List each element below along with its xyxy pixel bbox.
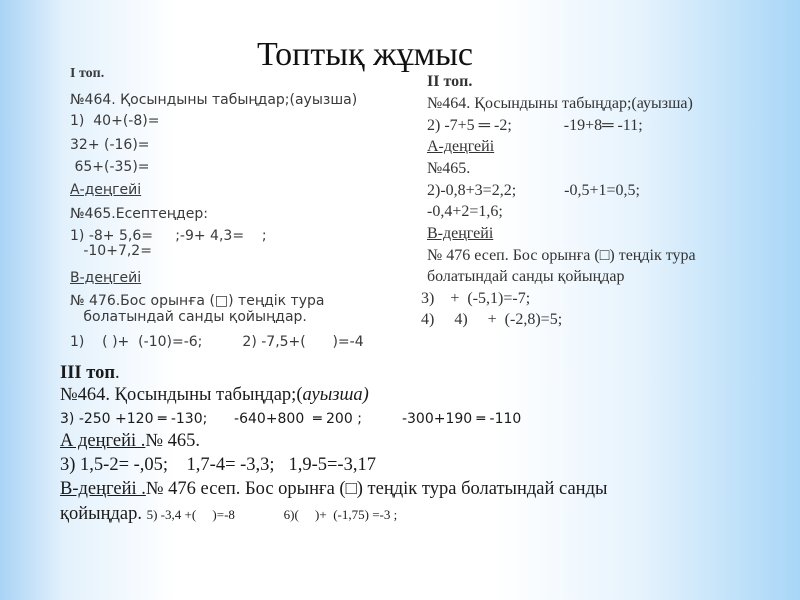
line: №465.Есептеңдер: [70, 206, 208, 222]
line: -0,4+2=1,6; [427, 203, 503, 220]
level-b-heading: В-деңгейі [70, 270, 142, 286]
line: болатындай санды қойыңдар. [70, 309, 307, 325]
task-476: № 476 есеп. Бос орынға (□) теңдік тура болатындай санды [145, 479, 608, 499]
slide-title: Топтық жұмыс [256, 36, 474, 73]
level-a-heading: А деңгейі . [60, 431, 146, 451]
group-2-heading: II топ. [427, 73, 473, 90]
task-465: № 465. [145, 431, 201, 451]
line: болатындай санды қойыңдар [427, 268, 625, 285]
line: №465. [427, 160, 471, 177]
line: 65+(-35)= [70, 159, 150, 175]
exercises: 5) -3,4 +( )=-8 6)( )+ (-1,75) =-3 ; [146, 507, 398, 522]
line: 2) -7+5 ═ -2; -19+8═ -11; [427, 117, 643, 134]
line: 2)-0,8+3=2,2; -0,5+1=0,5; [427, 182, 640, 199]
group-3-heading [60, 363, 120, 384]
level-a-heading: А-деңгейі [70, 182, 142, 198]
line: № 476 есеп. Бос орынға (□) теңдік тура [427, 247, 696, 264]
line: №464. Қосындыны табыңдар;(ауызша) [427, 95, 693, 112]
line: 32+ (-16)= [70, 137, 150, 153]
group-3-title: III топ [60, 363, 115, 383]
level-b-heading: В-деңгейі . [60, 479, 146, 499]
line: № 476.Бос орынға (□) теңдік тура [70, 293, 325, 309]
task-464: №464. Қосындыны табыңдар;( [60, 385, 303, 405]
heading-dot: . [114, 363, 120, 383]
line: 3) -250 +120 ═ -130; -640+800 ═ 200 ; -300+190 ═ -110 [60, 411, 522, 427]
line: 1) 40+(-8)= [70, 113, 160, 129]
line [60, 504, 397, 525]
line: 3) 1,5-2= -,05; 1,7-4= -3,3; 1,9-5=-3,17 [60, 455, 376, 475]
line [60, 431, 200, 452]
text: қойыңдар. [60, 504, 147, 524]
group-1-heading: I топ. [70, 66, 105, 81]
line: 1) ( )+ (-10)=-6; 2) -7,5+( )=-4 [70, 334, 364, 350]
line: 1) -8+ 5,6= ;-9+ 4,3= ; [70, 228, 267, 244]
line: -10+7,2= [70, 243, 152, 259]
line: №464. Қосындыны табыңдар;(ауызша) [70, 92, 358, 108]
task-464-note: ауызша) [302, 385, 369, 405]
level-b-heading: В-деңгейі [427, 225, 494, 242]
line: 4) 4) + (-2,8)=5; [421, 311, 563, 328]
level-a-heading: А-деңгейі [427, 138, 495, 155]
line [60, 385, 369, 406]
line: 3) + (-5,1)=-7; [421, 290, 531, 307]
line [60, 479, 607, 500]
